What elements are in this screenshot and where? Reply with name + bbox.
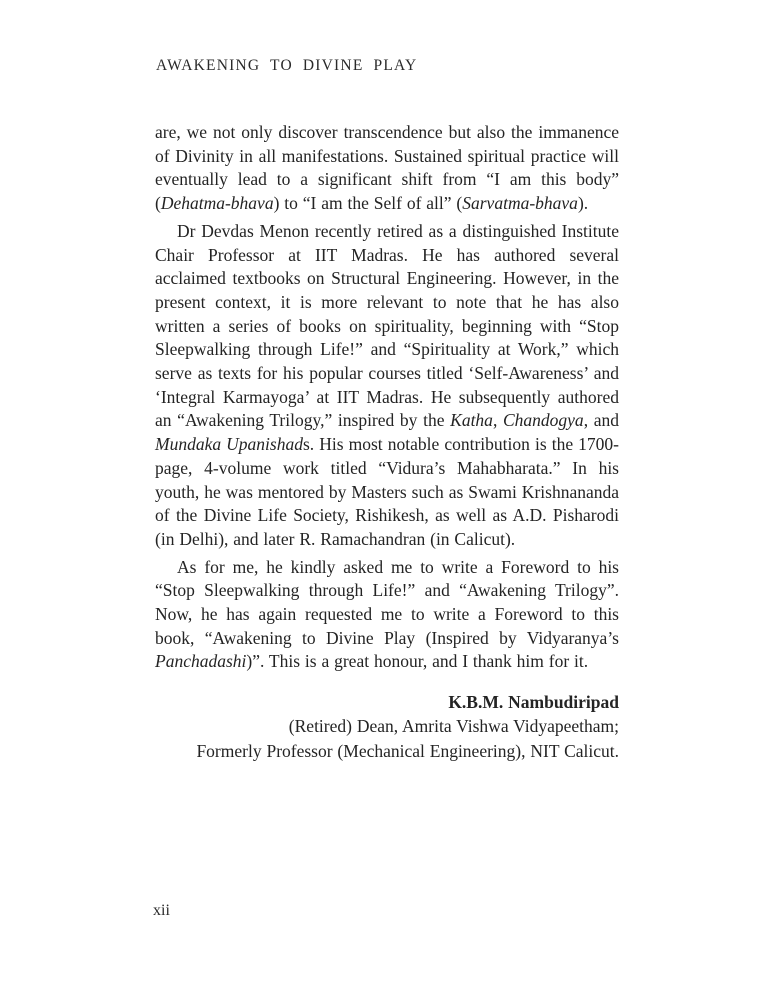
italic-text-run: Katha bbox=[450, 410, 493, 431]
text-run: are, we not only discover transcendence but also the immanence of Divinity in all manifestations. Sustained spiritual practice will eventually lead to a significant shift from “I am this body” ( bbox=[155, 122, 619, 214]
italic-text-run: Mundaka Upanishad bbox=[155, 434, 303, 455]
foreword-text bbox=[155, 121, 619, 763]
italic-text-run: Chandogya bbox=[502, 410, 584, 431]
text-run: ). bbox=[577, 193, 589, 214]
running-header: AWAKENING TO DIVINE PLAY bbox=[156, 57, 418, 74]
paragraph-continuation bbox=[155, 121, 619, 216]
page-number: xii bbox=[153, 902, 170, 919]
italic-text-run: Sarvatma-bhava bbox=[462, 193, 578, 214]
text-run: Dr Devdas Menon recently retired as a distinguished Institute Chair Professor at IIT Madras. He has authored several acclaimed textbooks on Structural Engineering. However, in the present context, it is more relevant to note that he has also written a series of books on spirituality, beginning with “Stop Sleepwalking through Life!” and “Spirituality at Work,” which serve as texts for his popular courses titled ‘Self-Awareness’ and ‘Integral Karmayoga’ at IIT Madras. He subsequently authored an “Awakening Trilogy,” inspired by the bbox=[155, 220, 619, 431]
text-run: As for me, he kindly asked me to write a Foreword to his “Stop Sleepwalking through Life!” and “Awakening Trilogy”. Now, he has again requested me to write a Foreword to this book, “Awakening to Divine Play (Inspired by Vidyaranya’s bbox=[155, 556, 619, 648]
text-run: s. His most notable contribution is the 1700-page, 4-volume work titled “Vidura’s Mahabharata.” In his youth, he was mentored by Masters such as Swami Krishnananda of the Divine Life Society, Rishikesh, as well as A.D. Pisharodi (in Delhi), and later R. Ramachandran (in Calicut). bbox=[155, 434, 619, 549]
text-run: , bbox=[492, 410, 503, 431]
signature-role-line-2: Formerly Professor (Mechanical Engineering), NIT Calicut. bbox=[196, 740, 619, 761]
paragraph-about-author bbox=[155, 220, 619, 552]
signature-role-line-1: (Retired) Dean, Amrita Vishwa Vidyapeetham; bbox=[288, 716, 619, 737]
text-run: ) to “I am the Self of all” ( bbox=[273, 193, 463, 214]
italic-text-run: Dehatma-bhava bbox=[160, 193, 274, 214]
italic-text-run: Panchadashi bbox=[155, 651, 247, 672]
text-run: )”. This is a great honour, and I thank him for it. bbox=[246, 651, 589, 672]
paragraph-foreword-request bbox=[155, 556, 619, 675]
signature-name: K.B.M. Nambudiripad bbox=[448, 692, 619, 713]
text-run: , and bbox=[583, 410, 619, 431]
signature-block bbox=[155, 690, 619, 763]
